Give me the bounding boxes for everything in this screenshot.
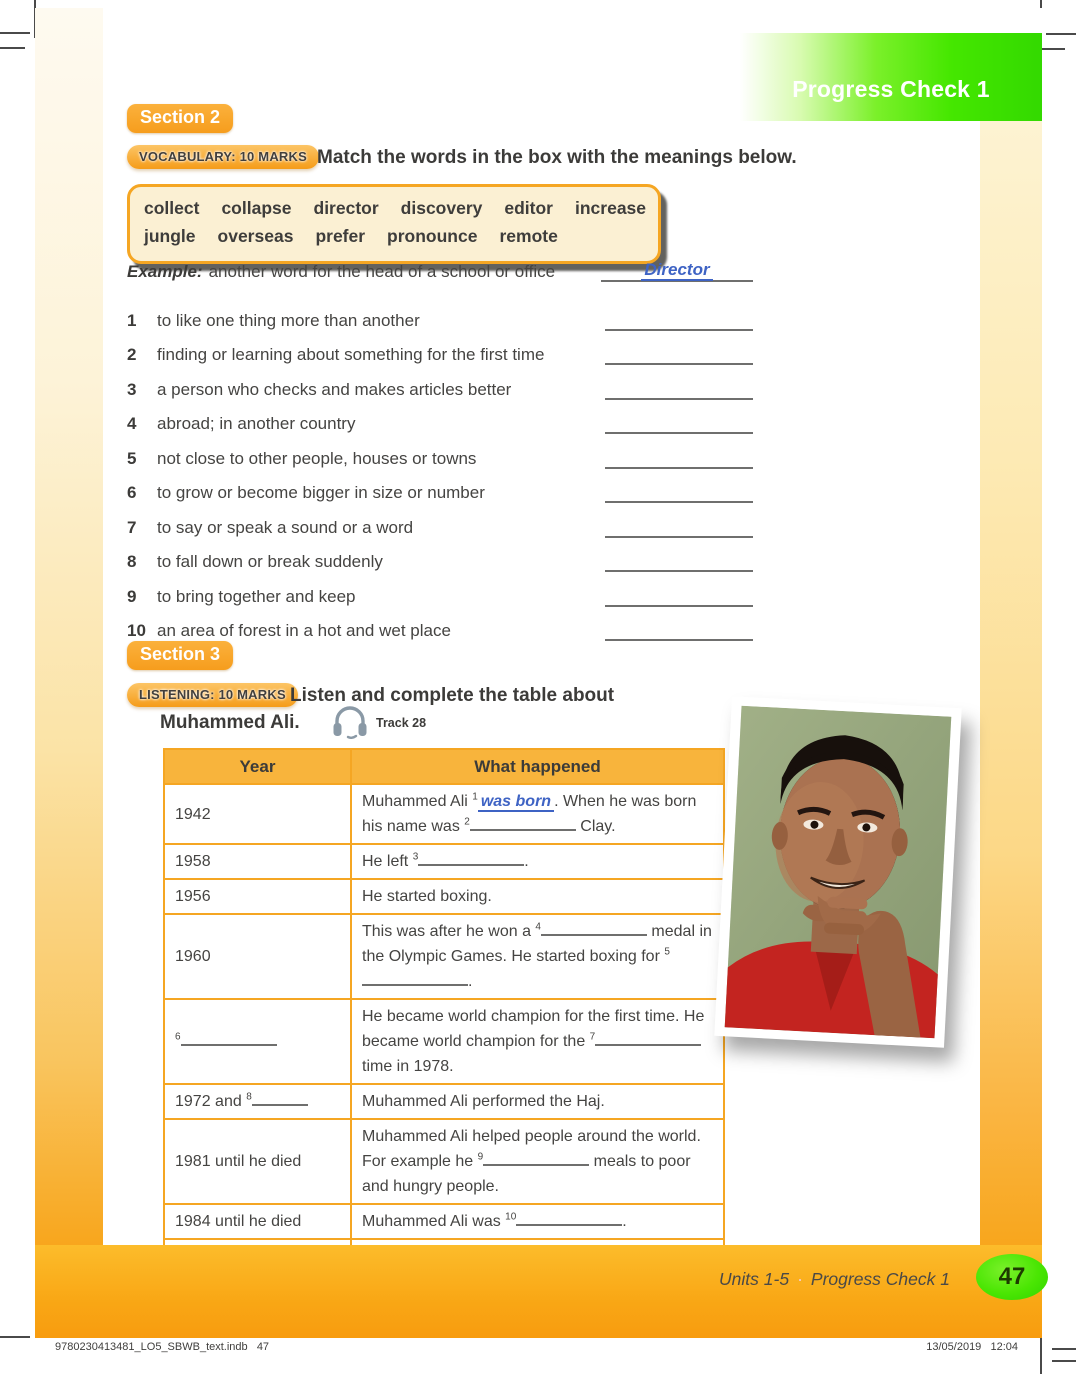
table-text: . [622,1213,627,1230]
vocab-item [127,400,753,435]
year-cell [164,914,351,999]
blank-number: 4 [535,921,541,933]
table-text: Muhammed Ali helped people around the world. For example he [362,1128,701,1170]
word-chip: discovery [400,198,483,218]
what-happened-cell [351,1084,724,1119]
vocabulary-items [127,296,753,641]
what-happened-cell [351,784,724,844]
word-chip: jungle [144,226,196,246]
what-happened-cell [351,844,724,879]
section3-badge: Section 3 [127,641,233,670]
vocab-item [127,365,753,400]
word-chip: editor [504,198,553,218]
year-cell [164,1119,351,1204]
crop-mark [1052,1348,1076,1350]
example-prompt: another word for the head of a school or office [208,262,556,281]
table-text: 1960 [175,948,211,965]
crop-mark [0,47,25,49]
word-chip: collect [144,198,200,218]
year-cell [164,1204,351,1239]
crop-mark [0,32,30,34]
table-text: Muhammed Ali [362,793,473,810]
table-row [164,1204,724,1239]
table-text: 1958 [175,853,211,870]
answer-blank[interactable] [418,850,524,866]
footer-breadcrumb [719,1269,950,1290]
table-column-header: What happened [351,749,724,784]
year-cell [164,784,351,844]
section2-instruction: Match the words in the box with the meanings below. [317,147,797,168]
vocab-item [127,296,753,331]
table-row [164,1084,724,1119]
vocab-item [127,331,753,366]
year-cell [164,844,351,879]
year-cell [164,999,351,1084]
headphones-icon [330,703,370,739]
table-text: meals to poor and hungry people. [362,1153,691,1195]
vocabulary-marks-badge: VOCABULARY: 10 MARKS [127,145,319,169]
track-label: Track 28 [376,716,427,730]
answer-blank[interactable] [605,309,753,331]
table-row [164,1119,724,1204]
table-text: time in 1978. [362,1058,454,1075]
item-text: a person who checks and makes articles better [157,379,512,399]
example-row [127,260,753,282]
blank-number: 1 [472,791,478,803]
year-cell [164,879,351,914]
vocab-item [127,469,753,504]
table-text: 1981 until he died [175,1153,302,1170]
table-text: . [468,973,473,990]
table-text: Clay. [575,818,616,835]
print-timestamp: 13/05/2019 12:04 [926,1341,1018,1353]
answer-blank[interactable] [605,481,753,503]
answer-blank[interactable] [252,1090,308,1106]
section3-instruction-line1: Listen and complete the table about [290,685,615,706]
table-row [164,999,724,1084]
word-chip: collapse [221,198,292,218]
table-text: He left [362,853,413,870]
page-number-badge [976,1254,1048,1300]
right-gradient-strip [980,121,1042,1245]
table-text: . When he was born his name was [362,793,697,835]
page [35,8,1042,1338]
item-number: 9 [127,586,137,606]
year-cell [164,1084,351,1119]
item-text: finding or learning about something for the first time [157,345,545,364]
what-happened-cell [351,879,724,914]
word-chip: increase [575,198,647,218]
blank-number: 3 [412,851,419,863]
blank-number: 8 [246,1091,252,1103]
blank-number: 6 [175,1031,181,1043]
vocab-item [127,538,753,573]
table-text: 1972 and [175,1093,247,1110]
section3-instruction-line2: Muhammed Ali. [160,712,300,733]
table-column-header: Year [164,749,351,784]
answer-blank[interactable] [595,1030,701,1046]
answer-blank[interactable] [541,920,647,936]
listening-table [163,748,725,1275]
answer-blank[interactable] [605,378,753,400]
answer-blank[interactable] [516,1210,622,1226]
vocab-item [127,503,753,538]
answer-blank[interactable] [605,412,753,434]
crop-mark [0,1336,30,1338]
word-chip: prefer [315,226,366,246]
item-number: 6 [127,483,137,502]
item-text: to bring together and keep [157,586,356,606]
table-text: Muhammed Ali performed the Haj. [362,1093,605,1110]
answer-blank[interactable] [605,619,753,641]
example-answer: Director [641,260,712,281]
item-text: an area of forest in a hot and wet place [157,621,451,640]
listening-marks-badge: LISTENING: 10 MARKS [127,683,298,707]
word-box [127,184,661,264]
left-gradient-strip [35,8,103,1245]
answer-blank[interactable] [362,970,468,986]
word-chip: director [313,198,379,218]
footer-check-label: Progress Check 1 [810,1269,950,1289]
item-number: 7 [127,517,137,537]
blank-number: 2 [464,816,470,828]
table-text: This was after he won a [362,923,536,940]
what-happened-cell [351,999,724,1084]
word-chip: pronounce [387,226,478,246]
table-text: He started boxing. [362,888,492,905]
answer-blank[interactable] [483,1150,589,1166]
crop-mark [1052,1360,1076,1362]
example-answer-blank[interactable] [601,260,753,282]
page-header-title: Progress Check 1 [792,76,990,102]
table-text: . [524,853,529,870]
blank-number: 10 [505,1211,517,1223]
item-text: to fall down or break suddenly [157,552,383,571]
table-text: Muhammed Ali was [362,1213,506,1230]
what-happened-cell [351,914,724,999]
table-text: 1942 [175,805,211,823]
what-happened-cell [351,1204,724,1239]
table-text: medal in the Olympic Games. He started boxing for [362,923,712,965]
table-text: He became world champion for the first time. He became world champion for the [362,1008,705,1050]
table-header-row [164,749,724,784]
vocab-item [127,434,753,469]
table-row [164,844,724,879]
item-number: 8 [127,552,137,571]
page-number: 47 [998,1263,1026,1290]
item-text: abroad; in another country [157,414,356,433]
item-number: 10 [127,621,146,640]
table-text: 1984 until he died [175,1213,302,1230]
item-text: not close to other people, houses or towns [157,448,477,468]
footer-separator-dot: · [797,1269,803,1289]
page-header-banner [740,33,1042,121]
word-box-row [144,195,647,223]
item-number: 1 [127,310,137,330]
answer-blank[interactable] [605,550,753,572]
footer-units-label: Units 1-5 [719,1269,790,1289]
table-row [164,879,724,914]
blank-number: 7 [589,1031,596,1043]
item-number: 3 [127,379,137,399]
section2-badge: Section 2 [127,104,233,133]
footer-band [35,1245,1042,1338]
table-row [164,914,724,999]
vocab-item [127,607,753,642]
item-text: to like one thing more than another [157,310,420,330]
handwritten-answer: was born [478,793,554,812]
what-happened-cell [351,1119,724,1204]
answer-blank[interactable] [605,516,753,538]
answer-blank[interactable] [470,815,576,831]
word-chip: overseas [217,226,294,246]
crop-mark [1046,33,1076,35]
word-chip: remote [499,226,558,246]
muhammed-ali-photo [714,696,961,1048]
item-text: to say or speak a sound or a word [157,517,414,537]
item-text: to grow or become bigger in size or number [157,483,485,502]
vocab-item [127,572,753,607]
print-file-info: 9780230413481_LO5_SBWB_text.indb 47 [55,1341,270,1353]
example-label: Example: [127,262,203,281]
answer-blank[interactable] [605,585,753,607]
blank-number: 5 [664,946,670,958]
item-number: 4 [127,414,137,433]
table-row [164,784,724,844]
answer-blank[interactable] [181,1030,277,1046]
answer-blank[interactable] [605,343,753,365]
blank-number: 9 [477,1151,484,1163]
item-number: 5 [127,448,137,468]
table-text: 1956 [175,888,211,905]
word-box-row [144,223,644,251]
item-number: 2 [127,345,137,364]
answer-blank[interactable] [605,447,753,469]
